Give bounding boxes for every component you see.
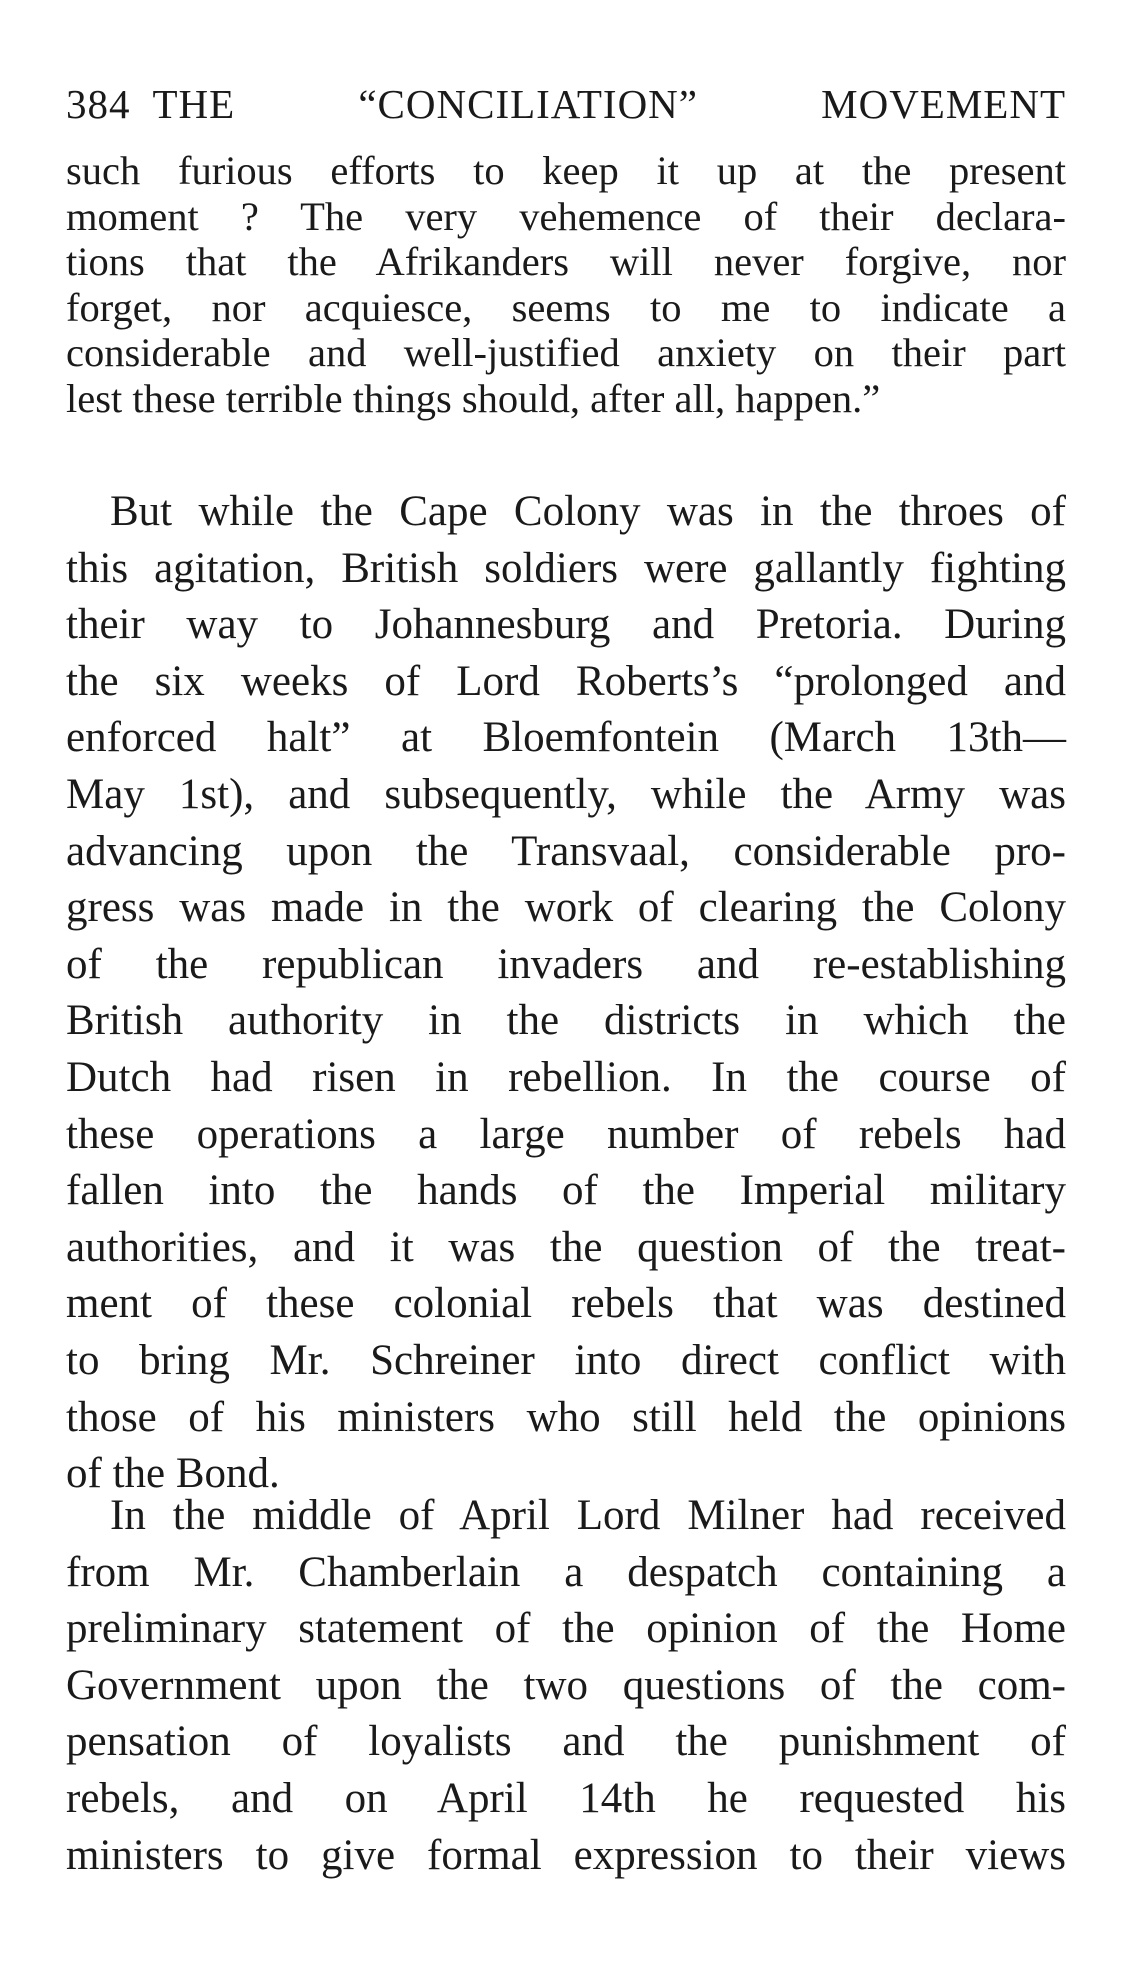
paragraph-1 xyxy=(66,484,1066,1503)
text-line: Dutch had risen in rebellion. In the course of xyxy=(66,1053,1066,1101)
text-line: fallen into the hands of the Imperial military xyxy=(66,1167,1066,1215)
quote-line: forget, nor acquiesce, seems to me to indicate a xyxy=(66,284,1066,330)
text-line: gress was made in the work of clearing the Colony xyxy=(66,884,1066,932)
text-line: authorities, and it was the question of the treat- xyxy=(66,1223,1066,1271)
running-title xyxy=(153,80,1067,128)
text-line: British authority in the districts in which the xyxy=(66,997,1066,1045)
running-title-conciliation: “CONCILIATION” xyxy=(358,81,698,127)
text-line: pensation of loyalists and the punishment of xyxy=(66,1718,1066,1766)
text-line: enforced halt” at Bloemfontein (March 13th— xyxy=(66,714,1066,762)
text-line: their way to Johannesburg and Pretoria. During xyxy=(66,601,1066,649)
text-line: advancing upon the Transvaal, considerable pro- xyxy=(66,827,1066,875)
quote-line: tions that the Afrikanders will never forgive, nor xyxy=(66,239,1066,284)
text-line: to bring Mr. Schreiner into direct conflict with xyxy=(66,1336,1066,1384)
text-line: May 1st), and subsequently, while the Army was xyxy=(66,770,1066,818)
text-line: those of his ministers who still held the opinions xyxy=(66,1393,1066,1441)
page-number: 384 xyxy=(66,81,131,127)
text-line: of the Bond. xyxy=(66,1450,280,1498)
quote-line: moment ? The very vehemence of their declara- xyxy=(66,193,1066,239)
running-title-movement: MOVEMENT xyxy=(821,81,1066,127)
quote-line: lest these terrible things should, after all, happen.” xyxy=(66,375,881,421)
running-title-the: THE xyxy=(152,81,236,127)
text-line: these operations a large number of rebels had xyxy=(66,1110,1066,1158)
text-line: preliminary statement of the opinion of the Home xyxy=(66,1605,1066,1653)
text-line: from Mr. Chamberlain a despatch containing a xyxy=(66,1548,1066,1596)
text-line: ministers to give formal expression to their views xyxy=(66,1831,1066,1879)
text-line: In the middle of April Lord Milner had received xyxy=(110,1492,1066,1539)
quote-line: considerable and well-justified anxiety on their part xyxy=(66,330,1066,375)
text-line: Government upon the two questions of the com- xyxy=(66,1661,1066,1709)
text-line: this agitation, British soldiers were gallantly fighting xyxy=(66,544,1066,592)
text-line: But while the Cape Colony was in the throes of xyxy=(110,488,1066,535)
quote-line: such furious efforts to keep it up at the present xyxy=(66,148,1066,193)
text-line: the six weeks of Lord Roberts’s “prolonged and xyxy=(66,657,1066,705)
text-line: rebels, and on April 14th he requested his xyxy=(66,1774,1066,1822)
quotation-block xyxy=(66,148,1066,421)
text-line: ment of these colonial rebels that was destined xyxy=(66,1280,1066,1328)
running-head xyxy=(66,80,1066,128)
paragraph-2 xyxy=(66,1488,1066,1884)
text-line: of the republican invaders and re-establishing xyxy=(66,940,1066,988)
